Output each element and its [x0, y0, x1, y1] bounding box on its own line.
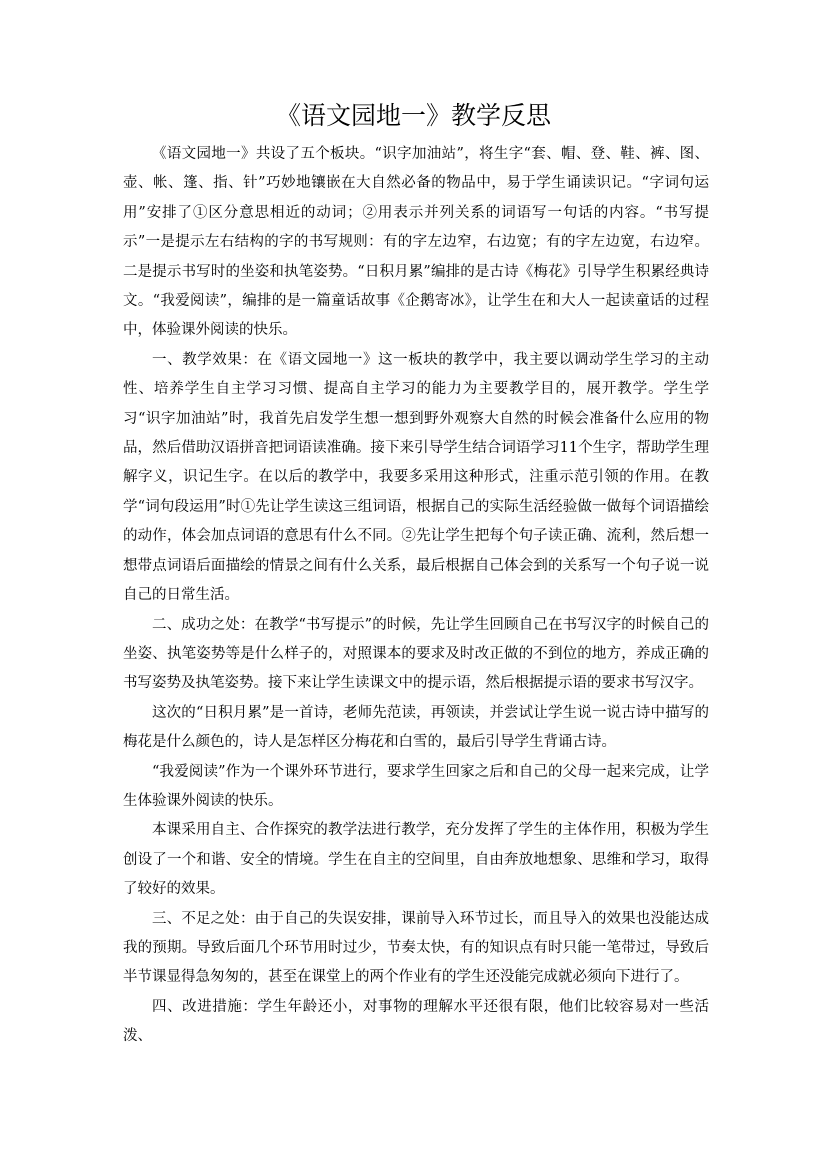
paragraph-daily-accumulation: 这次的“日积月累”是一首诗，老师先范读，再领读，并尝试让学生说一说古诗中描写的梅花是什么颜色的，诗人是怎样区分梅花和白雪的，最后引导学生背诵古诗。 [123, 704, 709, 751]
document-body [123, 140, 709, 1052]
paragraph-success: 二、成功之处：在教学“书写提示”的时候，先让学生回顾自己在书写汉字的时候自己的坐姿、执笔姿势等是什么样子的，对照课本的要求及时改正做的不到位的地方，养成正确的书写姿势及执笔姿势。接下来让学生读课文中的提示语，然后根据提示语的要求书写汉字。 [123, 616, 709, 692]
paragraph-shortcomings: 三、不足之处：由于自己的失误安排，课前导入环节过长，而且导入的效果也没能达成我的预期。导致后面几个环节用时过少，节奏太快，有的知识点有时只能一笔带过，导致后半节课显得急匆匆的，甚至在课堂上的两个作业有的学生还没能完成就必须向下进行了。 [123, 910, 709, 986]
paragraph-intro: 《语文园地一》共设了五个板块。“识字加油站”，将生字“套、帽、登、鞋、裤、图、壶、帐、篷、指、针”巧妙地镶嵌在大自然必备的物品中，易于学生诵读识记。“字词句运用”安排了①区分意思相近的动词；②用表示并列关系的词语写一句话的内容。“书写提示”一是提示左右结构的字的书写规则：有的字左边窄，右边宽；有的字左边宽，右边窄。二是提示书写时的坐姿和执笔姿势。“日积月累”编排的是古诗《梅花》引导学生积累经典诗文。“我爱阅读”，编排的是一篇童话故事《企鹅寄冰》，让学生在和大人一起读童话的过程中，体验课外阅读的快乐。 [123, 146, 709, 339]
paragraph-teaching-effect: 一、教学效果：在《语文园地一》这一板块的教学中，我主要以调动学生学习的主动性、培养学生自主学习习惯、提高自主学习的能力为主要教学目的，展开教学。学生学习“识字加油站”时，我首先启发学生想一想到野外观察大自然的时候会准备什么应用的物品，然后借助汉语拼音把词语读准确。接下来引导学生结合词语学习11个生字，帮助学生理解字义，识记生字。在以后的教学中，我要多采用这种形式，注重示范引领的作用。在教学“词句段运用”时①先让学生读这三组词语，根据自己的实际生活经验做一做每个词语描绘的动作，体会加点词语的意思有什么不同。②先让学生把每个句子读正确、流利，然后想一想带点词语后面描绘的情景之间有什么关系，最后根据自己体会到的关系写一个句子说一说自己的日常生活。 [123, 351, 709, 604]
document-title: 《语文园地一》教学反思 [275, 101, 551, 130]
paragraph-method: 本课采用自主、合作探究的教学法进行教学，充分发挥了学生的主体作用，积极为学生创设了一个和谐、安全的情境。学生在自主的空间里，自由奔放地想象、思维和学习，取得了较好的效果。 [123, 822, 709, 898]
paragraph-reading: “我爱阅读”作为一个课外环节进行，要求学生回家之后和自己的父母一起来完成，让学生体验课外阅读的快乐。 [123, 763, 709, 809]
paragraph-improvements: 四、改进措施：学生年龄还小，对事物的理解水平还很有限，他们比较容易对一些活泼、 [123, 998, 709, 1045]
